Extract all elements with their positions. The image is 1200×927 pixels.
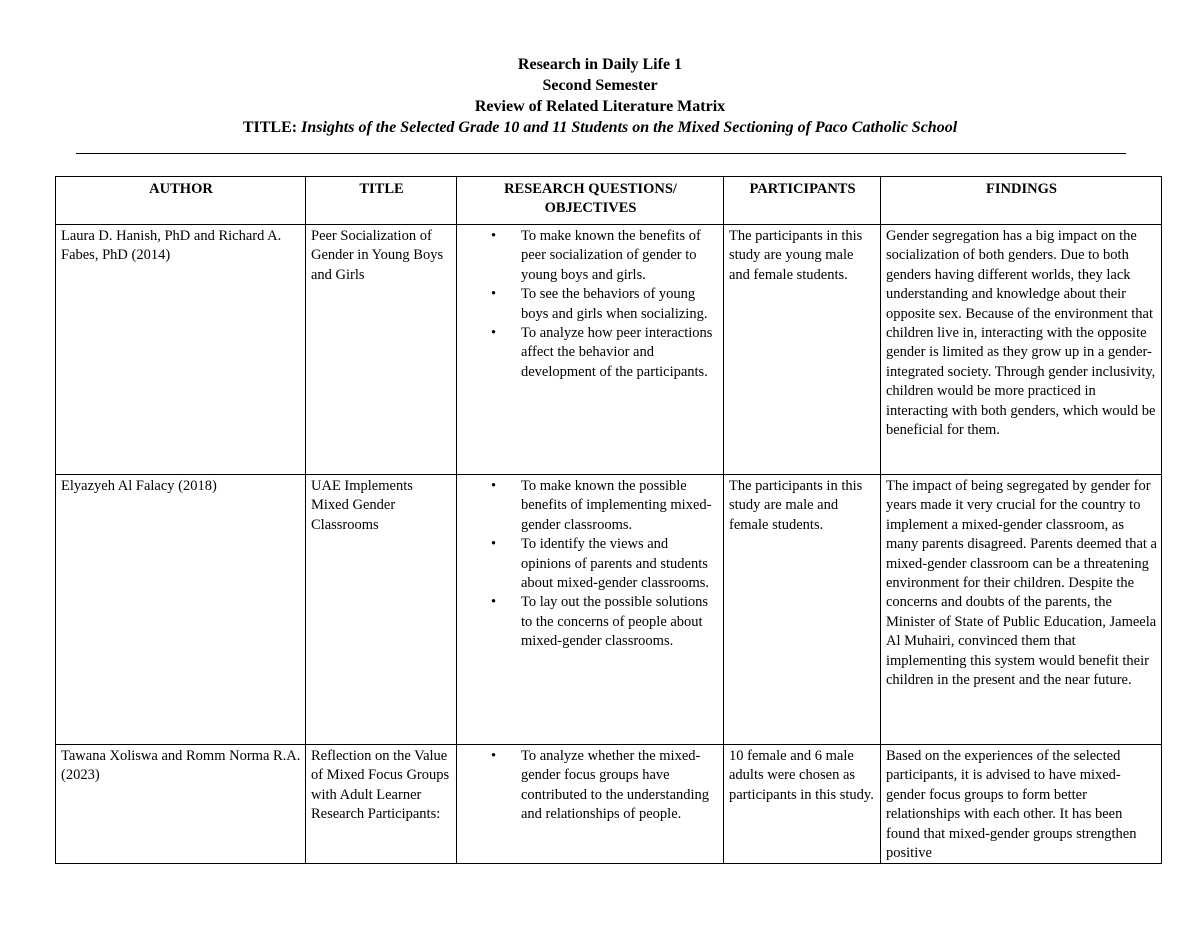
semester: Second Semester — [542, 77, 658, 94]
column-header-title: TITLE — [306, 177, 457, 225]
column-header-participants: PARTICIPANTS — [724, 177, 881, 225]
findings-cell: The impact of being segregated by gender for years made it very crucial for the country to implement a mixed-gender classroom, as many parents disagreed. Parents deemed that a mixed-gender classroom can be a threatening environment for their children. Despite the concerns and doubts of the parents, the Minister of State of Public Education, Jameela Al Muhairi, convinced them that implementing this system would benefit their children in the present and the near future. — [881, 475, 1162, 745]
objective-item: • To analyze how peer interactions affect the behavior and development of the participants. — [491, 324, 719, 382]
column-header-findings: FINDINGS — [881, 177, 1162, 225]
findings-cell: Based on the experiences of the selected participants, it is advised to have mixed-gender focus groups to form better relationships with each other. It has been found that mixed-gender groups strengthen positive — [881, 745, 1162, 864]
objectives-cell — [457, 745, 724, 864]
author-cell: Tawana Xoliswa and Romm Norma R.A. (2023) — [56, 745, 306, 864]
objectives-cell — [457, 225, 724, 475]
research-title: Insights of the Selected Grade 10 and 11 Students on the Mixed Sectioning of Paco Catholic School — [301, 119, 958, 136]
table-row — [56, 475, 1162, 745]
header-divider — [76, 153, 1126, 154]
course-title: Research in Daily Life 1 — [517, 56, 683, 73]
title-cell: Reflection on the Value of Mixed Focus Groups with Adult Learner Research Participants: — [306, 745, 457, 864]
objective-item: • To analyze whether the mixed-gender focus groups have contributed to the understanding and relationships of people. — [491, 747, 719, 825]
author-cell: Elyazyeh Al Falacy (2018) — [56, 475, 306, 745]
title-cell: Peer Socialization of Gender in Young Boys and Girls — [306, 225, 457, 475]
objectives-list — [462, 477, 719, 652]
title-cell: UAE Implements Mixed Gender Classrooms — [306, 475, 457, 745]
participants-cell: 10 female and 6 male adults were chosen as participants in this study. — [724, 745, 881, 864]
objective-item: • To lay out the possible solutions to the concerns of people about mixed-gender classrooms. — [491, 593, 719, 651]
objectives-cell — [457, 475, 724, 745]
objective-item: • To identify the views and opinions of parents and students about mixed-gender classrooms. — [491, 535, 719, 593]
findings-cell: Gender segregation has a big impact on the socialization of both genders. Due to both genders having different worlds, they lack understanding and knowledge about their opposite sex. Because of the environment that children live in, interacting with the opposite gender is limited as they grow up in a gender-integrated society. Through gender inclusivity, children would be more practiced in interacting with both genders, which would be beneficial for them. — [881, 225, 1162, 475]
research-title-line — [0, 117, 1200, 138]
author-cell: Laura D. Hanish, PhD and Richard A. Fabes, PhD (2014) — [56, 225, 306, 475]
objective-item: • To make known the benefits of peer socialization of gender to young boys and girls. — [491, 227, 719, 285]
matrix-title: Review of Related Literature Matrix — [474, 98, 726, 115]
participants-cell: The participants in this study are young male and female students. — [724, 225, 881, 475]
objectives-list — [462, 747, 719, 825]
literature-matrix-table — [55, 176, 1162, 864]
document-header — [0, 54, 1200, 138]
objective-item: • To make known the possible benefits of implementing mixed-gender classrooms. — [491, 477, 719, 535]
table-row — [56, 225, 1162, 475]
objectives-list — [462, 227, 719, 382]
participants-cell: The participants in this study are male and female students. — [724, 475, 881, 745]
objective-item: • To see the behaviors of young boys and girls when socializing. — [491, 285, 719, 324]
table-row — [56, 745, 1162, 864]
column-header-author: AUTHOR — [56, 177, 306, 225]
research-title-label: TITLE: — [242, 119, 298, 136]
column-header-objectives: RESEARCH QUESTIONS/ OBJECTIVES — [457, 177, 724, 225]
table-header-row — [56, 177, 1162, 225]
